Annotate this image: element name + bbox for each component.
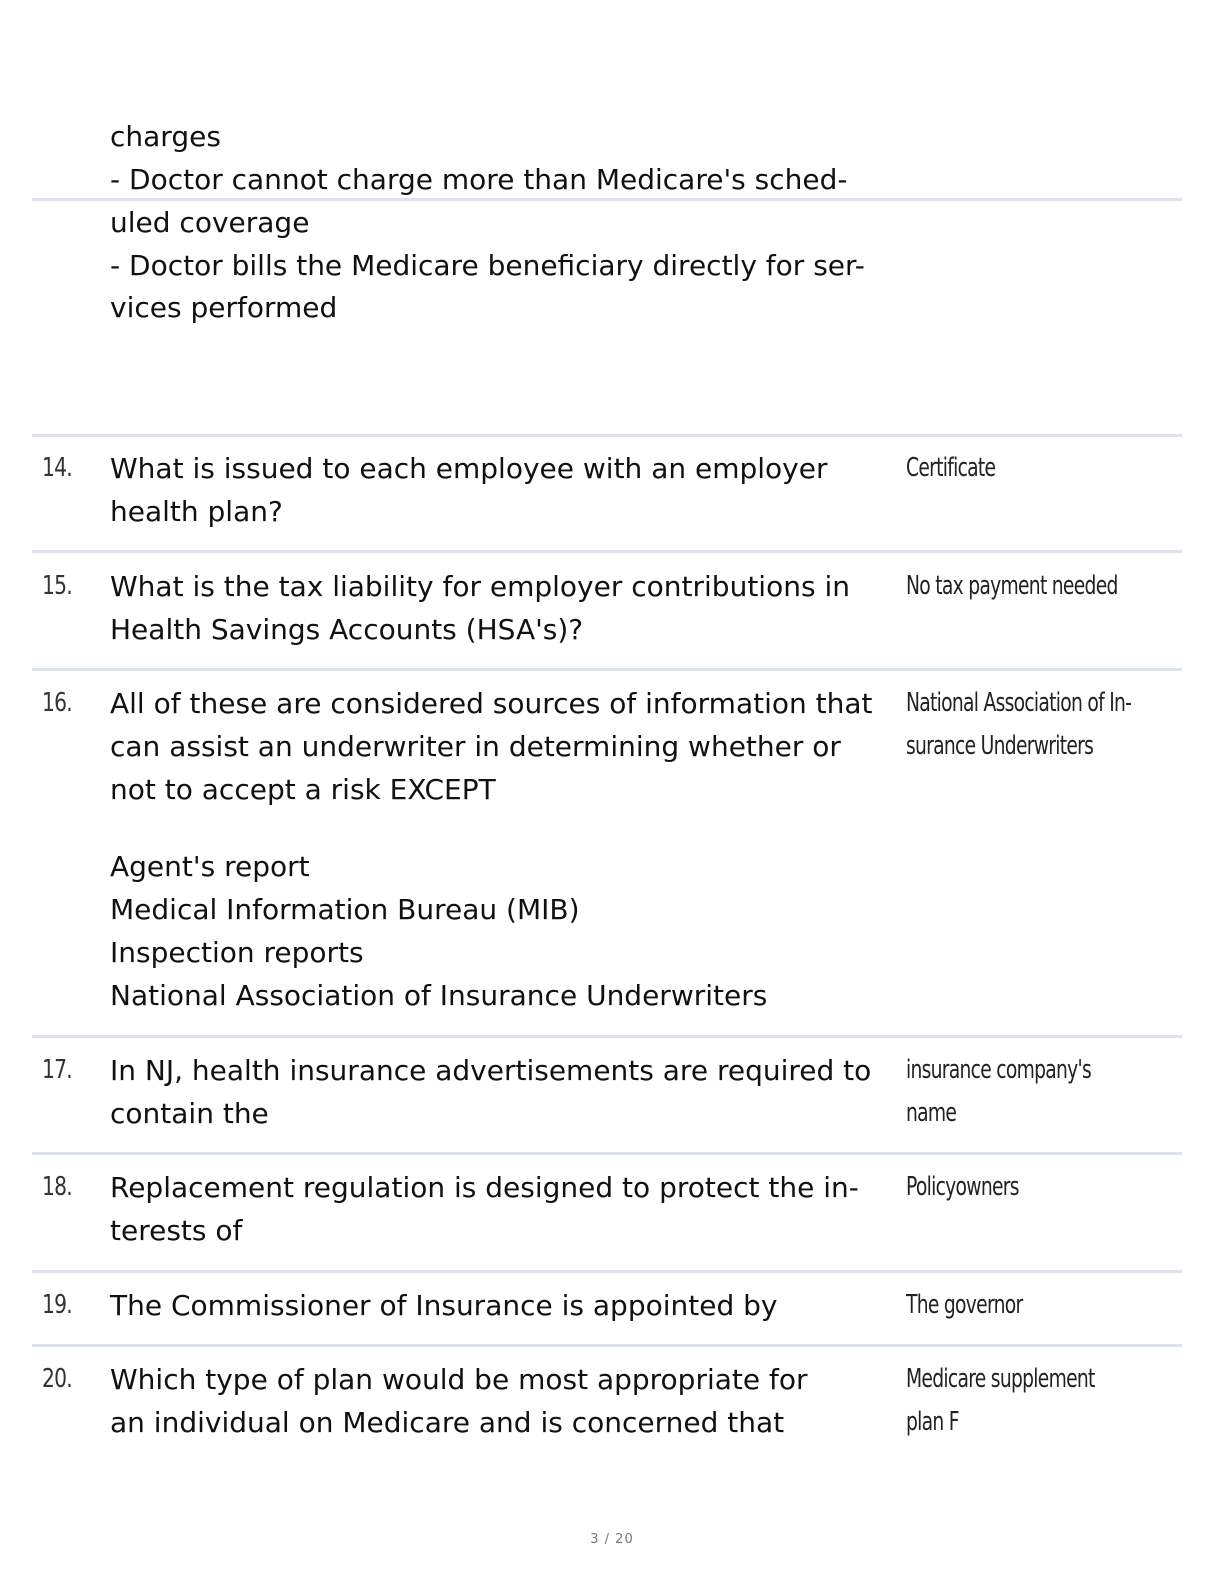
question-text: Replacement regulation is designed to protect the in- — [110, 1171, 859, 1204]
question-text: In NJ, health insurance advertisements are required to — [110, 1054, 872, 1087]
option-text: National Association of Insurance Underwriters — [110, 979, 768, 1012]
question-text: What is the tax liability for employer contributions in — [110, 570, 850, 603]
question-number: 20. — [42, 1364, 72, 1394]
question-text: Which type of plan would be most appropriate for — [110, 1363, 808, 1396]
question-text: an individual on Medicare and is concerned that — [110, 1406, 785, 1439]
option-text: Medical Information Bureau (MIB) — [110, 893, 580, 926]
row-divider — [32, 550, 1182, 553]
page-indicator: 3 / 20 — [590, 1532, 634, 1547]
question-text: health plan? — [110, 495, 283, 528]
row-divider — [32, 1344, 1182, 1347]
row-divider — [32, 1270, 1182, 1273]
answer-text: name — [906, 1098, 957, 1128]
option-text: Inspection reports — [110, 936, 364, 969]
continuation-line: vices performed — [110, 291, 338, 324]
continuation-line: - Doctor bills the Medicare beneficiary directly for ser- — [110, 249, 865, 282]
question-text: not to accept a risk EXCEPT — [110, 773, 496, 806]
question-number: 19. — [42, 1290, 72, 1320]
question-number: 16. — [42, 688, 72, 718]
answer-text: plan F — [906, 1407, 959, 1437]
option-text: Agent's report — [110, 850, 310, 883]
answer-text: National Association of In- — [906, 688, 1132, 718]
question-text: The Commissioner of Insurance is appointed by — [110, 1289, 778, 1322]
row-divider — [32, 668, 1182, 671]
continuation-line: charges — [110, 120, 221, 153]
question-text: contain the — [110, 1097, 269, 1130]
question-text: can assist an underwriter in determining whether or — [110, 730, 841, 763]
answer-text: Policyowners — [906, 1172, 1019, 1202]
answer-text: The governor — [906, 1290, 1023, 1320]
answer-text: surance Underwriters — [906, 731, 1094, 761]
question-text: All of these are considered sources of information that — [110, 687, 873, 720]
continuation-line: uled coverage — [110, 206, 310, 239]
question-text: What is issued to each employee with an employer — [110, 452, 828, 485]
question-text: terests of — [110, 1214, 243, 1247]
answer-text: Certificate — [906, 453, 996, 483]
continuation-line: - Doctor cannot charge more than Medicare's sched- — [110, 163, 848, 196]
row-divider — [32, 1152, 1182, 1155]
question-number: 14. — [42, 453, 72, 483]
answer-text: No tax payment needed — [906, 571, 1118, 601]
question-number: 17. — [42, 1055, 72, 1085]
question-number: 15. — [42, 571, 72, 601]
answer-text: Medicare supplement — [906, 1364, 1095, 1394]
row-divider — [32, 434, 1182, 437]
row-divider — [32, 1035, 1182, 1038]
question-text: Health Savings Accounts (HSA's)? — [110, 613, 584, 646]
answer-text: insurance company's — [906, 1055, 1091, 1085]
question-number: 18. — [42, 1172, 72, 1202]
